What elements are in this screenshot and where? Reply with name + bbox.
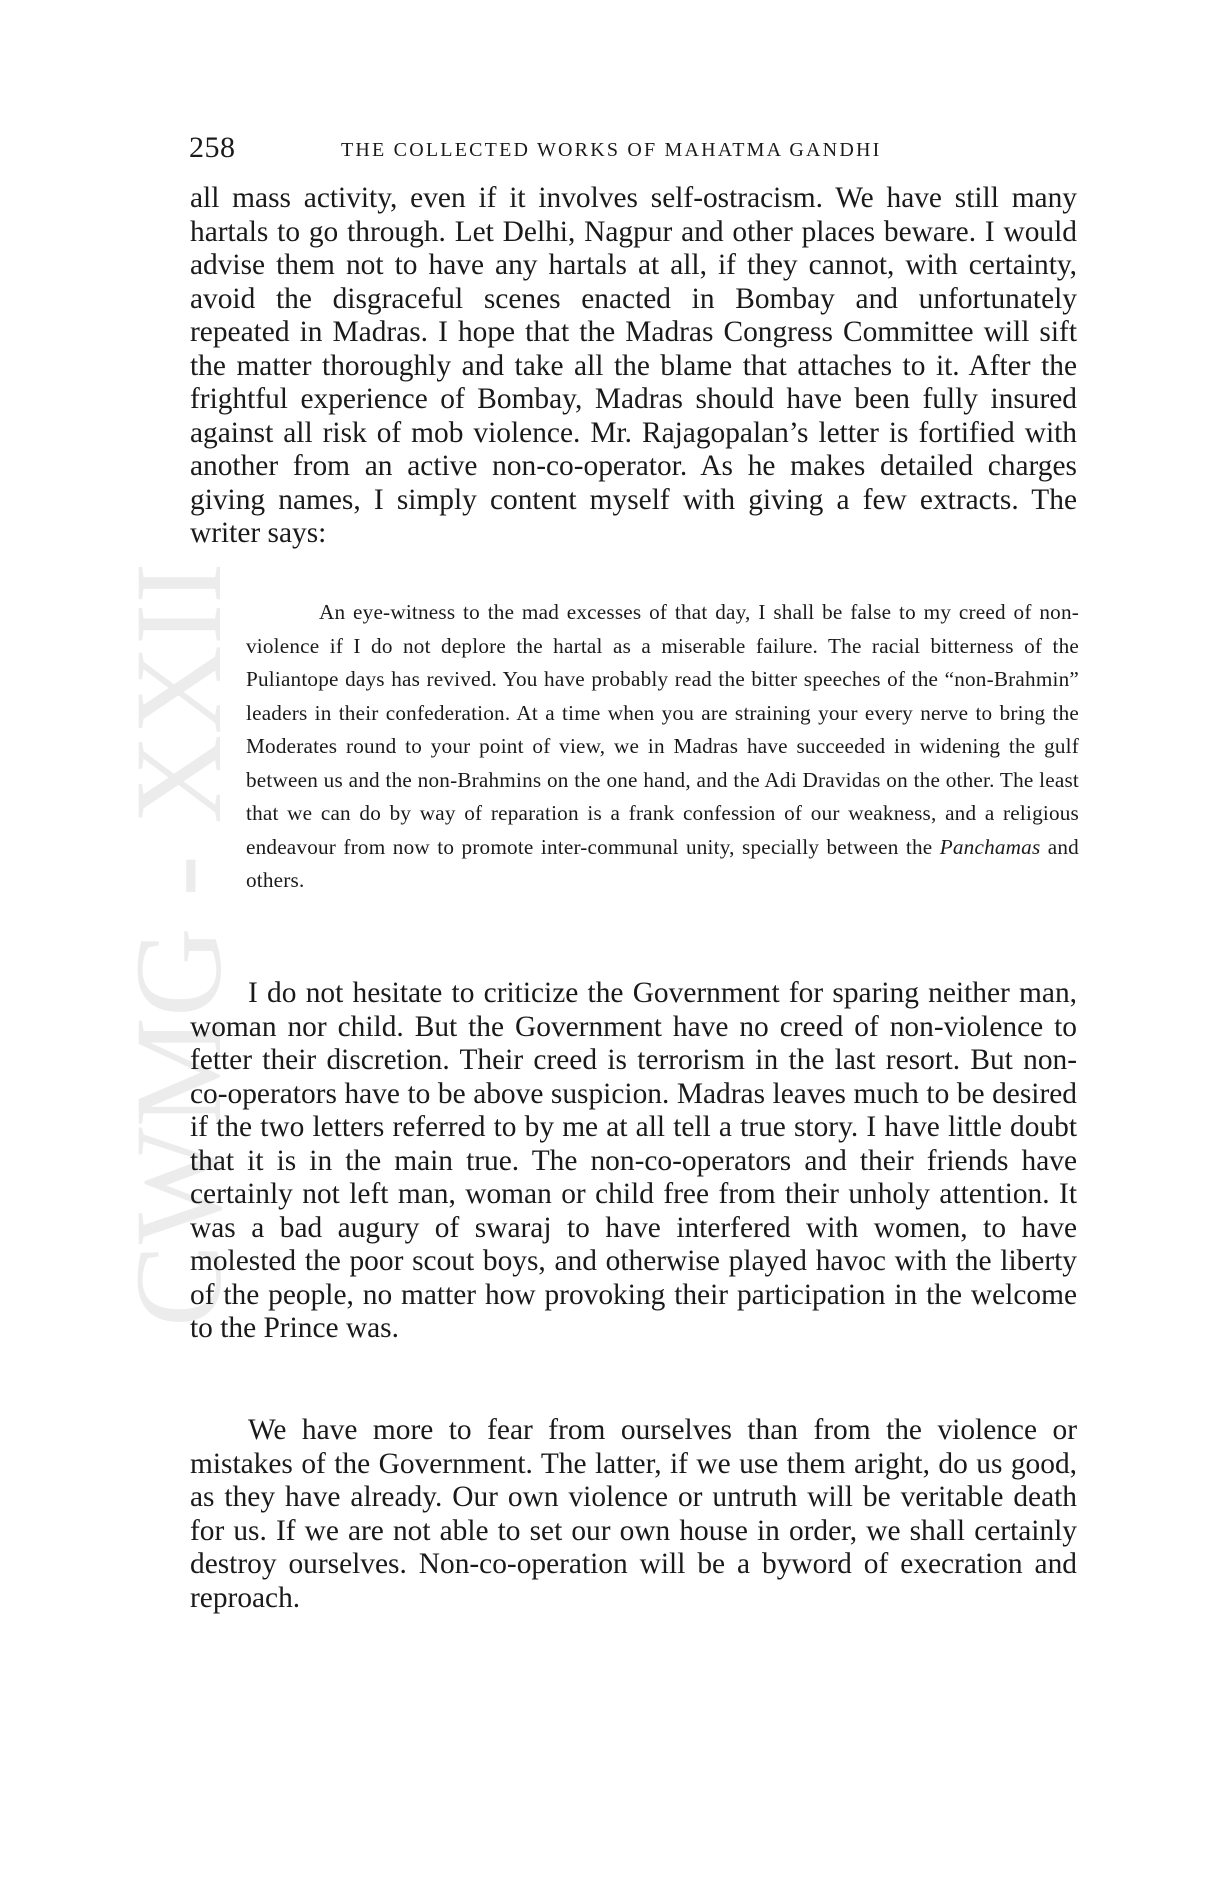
paragraph-continued: all mass activity, even if it involves self-ostracism. We have still many hartals to go through. Let Delhi, Nagpur and other places beware. I would advise them not to have any hartals at all, if they cannot, with certainty, avoid the disgraceful scenes enacted in Bombay and unfortunately repeated in Madras. I hope that the Madras Congress Committee will sift the matter thoroughly and take all the blame that attaches to it. After the frightful experience of Bombay, Madras should have been fully insured against all risk of mob violence. Mr. Rajagopalan’s letter is fortified with another from an active non-co-operator. As he makes detailed charges giving names, I simply content myself with giving a few extracts. The writer says:	[190, 182, 1077, 549]
quote-paragraph	[246, 596, 1079, 898]
quote-italic-term: Panchamas	[939, 834, 1041, 859]
paragraph-conclusion: We have more to fear from ourselves than from the violence or mistakes of the Government. The latter, if we use them aright, do us good, as they have already. Our own violence or untruth will be veritable death for us. If we are not able to set our own house in order, we shall certainly destroy ourselves. Non-co-operation will be a byword of execration and reproach.	[190, 1414, 1077, 1614]
paragraph-criticism: I do not hesitate to criticize the Government for sparing neither man, woman nor child. But the Government have no creed of non-violence to fetter their discretion. Their creed is terrorism in the last resort. But non-co-operators have to be above suspicion. Madras leaves much to be desired if the two letters referred to by me at all tell a true story. I have little doubt that it is in the main true. The non-co-operators and their friends have certainly not left man, woman or child free from their unholy attention. It was a bad augury of swaraj to have interfered with women, to have molested the poor scout boys, and otherwise played havoc with the liberty of the people, no matter how provoking their participation in the welcome to the Prince was.	[190, 977, 1077, 1344]
page-header	[189, 128, 1079, 168]
body-text-top	[190, 182, 1077, 551]
block-quote	[246, 596, 1079, 898]
quote-text-start: An eye-witness to the mad excesses of that day, I shall be false to my creed of non-violence if I do not deplore the hartal as a miserable failure. The racial bitterness of the Puliantope days has revived. You have probably read the bitter speeches of the “non-Brahmin” leaders in their confederation. At a time when you are straining your every nerve to bring the Moderates round to your point of view, we in Madras have succeeded in widening the gulf between us and the non-Brahmins on the one hand, and the Adi Dravidas on the other. The least that we can do by way of reparation is a frank confession of our weakness, and a religious endeavour from now to promote inter-communal unity, specially between the	[246, 600, 1079, 859]
running-title: THE COLLECTED WORKS OF MAHATMA GANDHI	[341, 139, 882, 161]
watermark: CWMG - XXII	[110, 562, 247, 1328]
body-text-bottom	[190, 1414, 1077, 1615]
quote-text-end: and others.	[246, 834, 1079, 892]
page-number: 258	[189, 131, 236, 164]
body-text-middle	[190, 977, 1077, 1346]
